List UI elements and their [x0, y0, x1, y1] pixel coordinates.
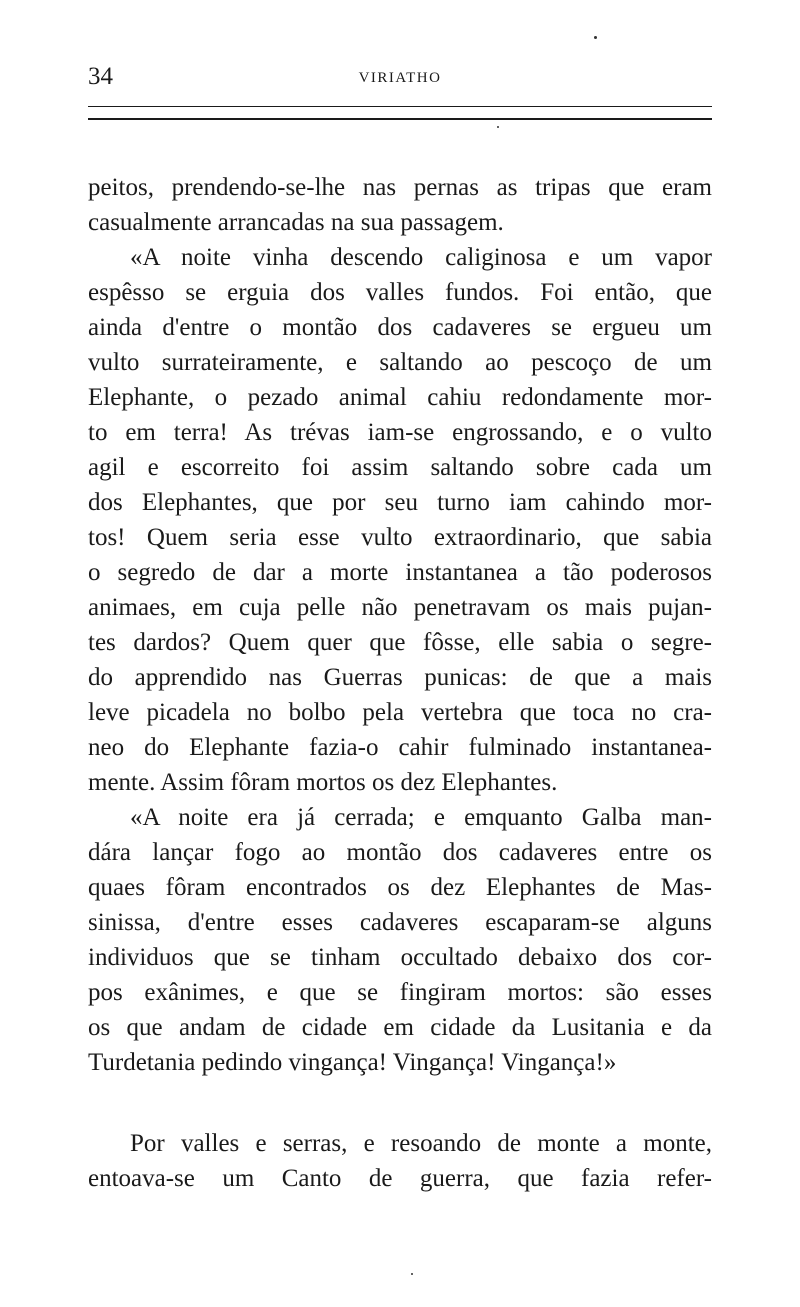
text-line: individuos que se tinham occultado debaixo dos cor- [88, 944, 712, 971]
text-line: do apprendido nas Guerras punicas: de que a mais [88, 664, 712, 691]
text-line: os que andam de cidade em cidade da Lusitania e da [88, 1014, 712, 1041]
text-line: sinissa, d'entre esses cadaveres escaparam-se alguns [88, 909, 712, 936]
text-line: neo do Elephante fazia-o cahir fulminado instantanea- [88, 734, 712, 761]
text-line: Por valles e serras, e resoando de monte a monte, [130, 1130, 712, 1157]
paragraph-gap [88, 1080, 712, 1126]
text-line: «A noite vinha descendo caliginosa e um vapor [130, 244, 712, 271]
text-line: to em terra! As trévas iam-se engrossando, e o vulto [88, 419, 712, 446]
print-speck [594, 36, 597, 39]
text-line: mente. Assim fôram mortos os dez Elephantes. [88, 769, 558, 796]
text-line: «A noite era já cerrada; e emquanto Galba man- [130, 804, 712, 831]
text-line: espêsso se erguia dos valles fundos. Foi então, que [88, 279, 712, 306]
header-rule-thick [88, 118, 712, 120]
text-line: casualmente arrancadas na sua passagem. [88, 209, 504, 236]
text-line: o segredo de dar a morte instantanea a tão poderosos [88, 559, 712, 586]
text-line: vulto surrateiramente, e saltando ao pescoço de um [88, 349, 712, 376]
text-line: peitos, prendendo-se-lhe nas pernas as tripas que eram [88, 174, 712, 201]
text-line: Turdetania pedindo vingança! Vingança! Vingança!» [88, 1049, 617, 1076]
text-line: pos exânimes, e que se fingiram mortos: são esses [88, 979, 712, 1006]
header-rule-thin [88, 106, 712, 107]
text-line: Elephante, o pezado animal cahiu redondamente mor- [88, 384, 712, 411]
text-line: dos Elephantes, que por seu turno iam cahindo mor- [88, 489, 712, 516]
page-header [88, 62, 712, 92]
text-line: entoava-se um Canto de guerra, que fazia refer- [88, 1165, 712, 1192]
text-line: leve picadela no bolbo pela vertebra que toca no cra- [88, 699, 712, 726]
text-line: dára lançar fogo ao montão dos cadaveres entre os [88, 839, 712, 866]
page-number: 34 [88, 63, 113, 90]
print-speck [411, 1273, 413, 1275]
text-line: ainda d'entre o montão dos cadaveres se ergueu um [88, 314, 712, 341]
print-speck [497, 126, 499, 128]
running-title: VIRIATHO [358, 70, 442, 86]
text-line: animaes, em cuja pelle não penetravam os mais pujan- [88, 594, 712, 621]
text-line: tos! Quem seria esse vulto extraordinario, que sabia [88, 524, 712, 551]
text-line: agil e escorreito foi assim saltando sobre cada um [88, 454, 712, 481]
body-text [88, 170, 712, 1196]
text-line: quaes fôram encontrados os dez Elephantes de Mas- [88, 874, 712, 901]
text-line: tes dardos? Quem quer que fôsse, elle sabia o segre- [88, 629, 712, 656]
